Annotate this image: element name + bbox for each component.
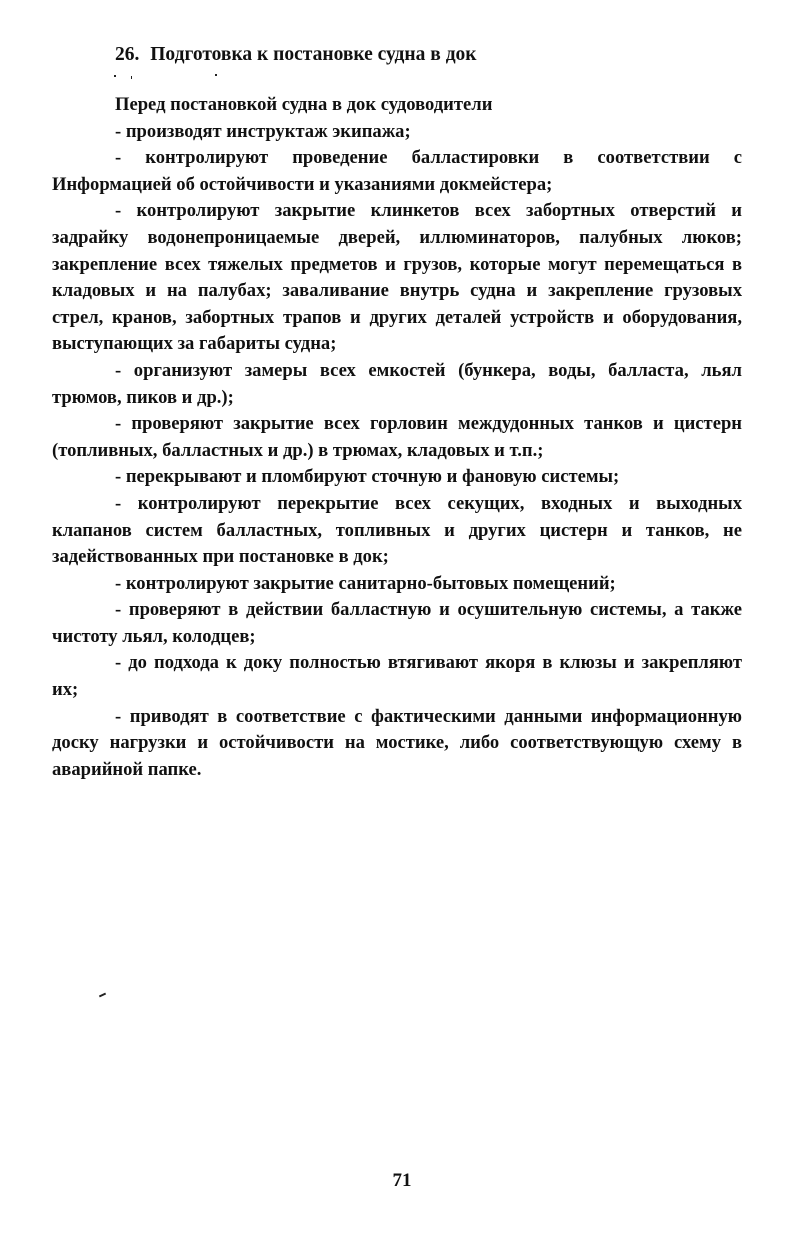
section-heading	[115, 41, 735, 69]
page-number: 71	[392, 1170, 412, 1191]
list-item: - контролируют закрытие клинкетов всех забортных отверстий и задрайку водонепроницаемые дверей, иллюминаторов, палубных люков; закрепление всех тяжелых предметов и грузов, которые могут перемещаться в кладовых и на палубах; заваливание внутрь судна и закрепление грузовых стрел, кранов, забортных трапов и других деталей устройств и оборудования, выступающих за габариты судна;	[52, 200, 742, 355]
list-item: - приводят в соответствие с фактическими данными информационную доску нагрузки и остойчивости на мостике, либо соответствующую схему в аварийной папке.	[52, 705, 742, 780]
scan-speck	[215, 74, 217, 76]
scan-speck	[99, 993, 106, 998]
body-text	[52, 92, 742, 783]
section-title: Подготовка к постановке судна в док	[150, 44, 477, 65]
list-item: - производят инструктаж экипажа;	[115, 120, 411, 142]
intro-paragraph: Перед постановкой судна в док судоводители	[115, 94, 493, 115]
scan-speck	[131, 76, 132, 79]
list-item: - проверяют закрытие всех горловин междудонных танков и цистерн (топливных, балластных и др.) в трюмах, кладовых и т.п.;	[52, 413, 742, 461]
list-item: - проверяют в действии балластную и осушительную системы, а также чистоту льял, колодцев;	[52, 599, 742, 647]
list-item: - до подхода к доку полностью втягивают якоря в клюзы и закрепляют их;	[52, 652, 742, 701]
list-item: - контролируют закрытие санитарно-бытовых помещений;	[115, 572, 616, 594]
list-item: - контролируют перекрытие всех секущих, входных и выходных клапанов систем балластных, топливных и других цистерн и танков, не задействованных при постановке в док;	[52, 492, 742, 568]
list-item: - контролируют проведение балластировки в соответствии с Информацией об остойчивости и указаниями докмейстера;	[52, 147, 742, 195]
section-number: 26.	[115, 44, 140, 65]
scan-speck	[114, 75, 116, 77]
list-item: - перекрывают и пломбируют сточную и фановую системы;	[115, 466, 620, 488]
list-item: - организуют замеры всех емкостей (бункера, воды, балласта, льял трюмов, пиков и др.);	[52, 359, 742, 408]
